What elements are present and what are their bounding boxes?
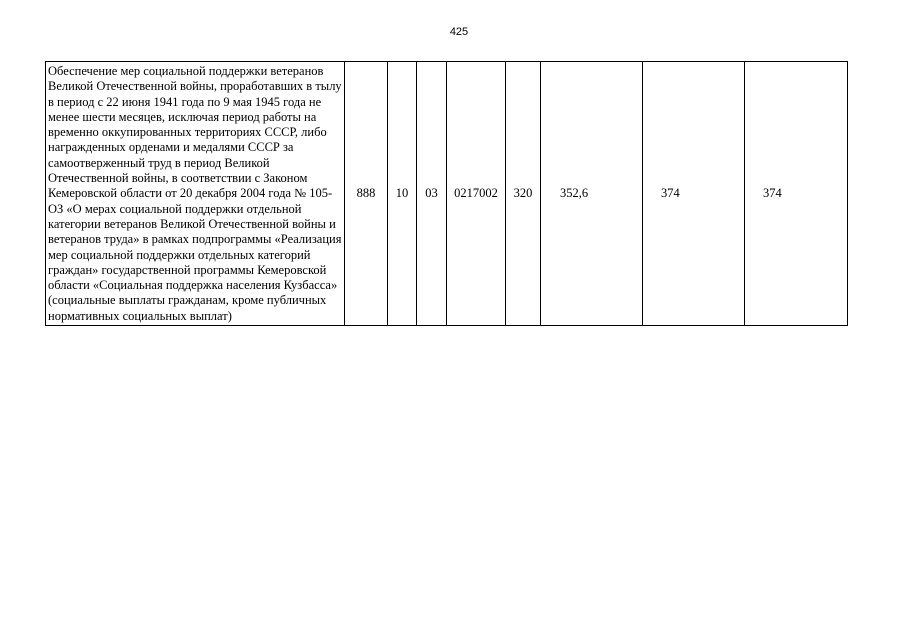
cell-section: 10 <box>388 62 417 326</box>
cell-expense-type: 320 <box>506 62 541 326</box>
cell-subsection: 03 <box>417 62 447 326</box>
cell-amount-2: 374 <box>643 62 745 326</box>
page-number: 425 <box>449 26 469 38</box>
cell-amount-3: 374 <box>745 62 848 326</box>
cell-target-article: 0217002 <box>447 62 506 326</box>
table-row <box>46 62 848 326</box>
cell-description: Обеспечение мер социальной поддержки ветеранов Великой Отечественной войны, проработавших в тылу в период с 22 июня 1941 года по 9 мая 1945 года не менее шести месяцев, исключая период работы на временно оккупированных территориях СССР, либо награжденных орденами и медалями СССР за самоотверженный труд в период Великой Отечественной войны, в соответствии с Законом Кемеровской области от 20 декабря 2004 года № 105-ОЗ «О мерах социальной поддержки отдельной категории ветеранов Великой Отечественной войны и ветеранов труда» в рамках подпрограммы «Реализация мер социальной поддержки отдельных категорий граждан» государственной программы Кемеровской области «Социальная поддержка населения Кузбасса» (социальные выплаты гражданам, кроме публичных нормативных социальных выплат) <box>46 62 345 326</box>
cell-amount-1: 352,6 <box>541 62 643 326</box>
cell-ministry-code: 888 <box>345 62 388 326</box>
budget-table <box>45 61 848 326</box>
